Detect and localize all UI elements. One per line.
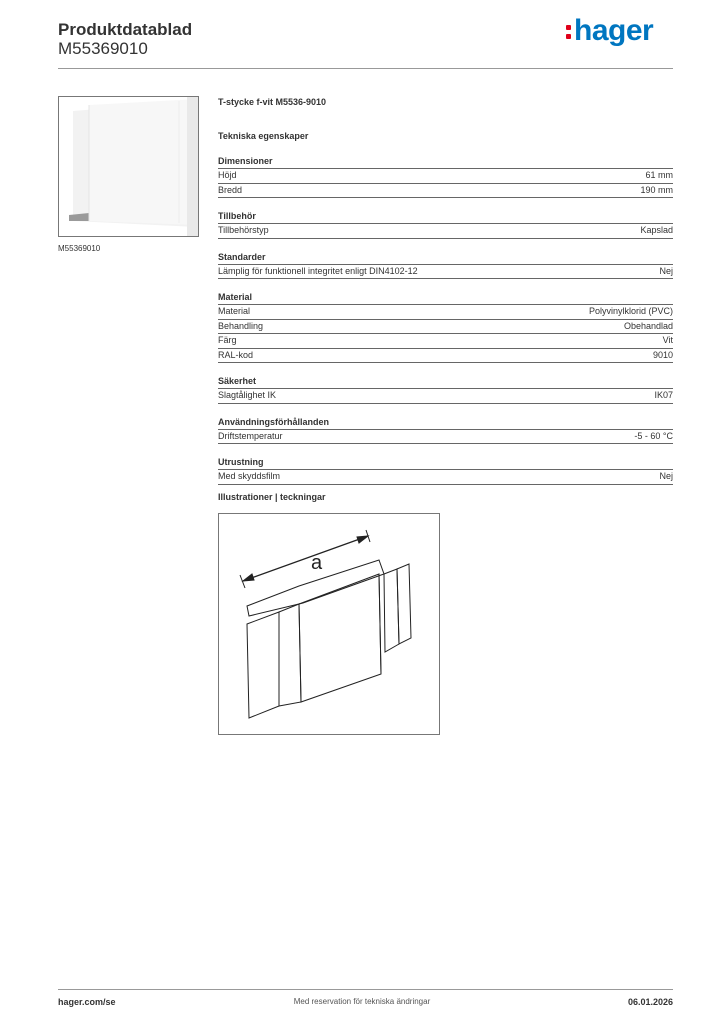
spec-section (218, 456, 673, 485)
spec-row (218, 184, 673, 199)
spec-row (218, 349, 673, 364)
product-photo (58, 96, 199, 237)
spec-row (218, 169, 673, 184)
spec-label: Tillbehörstyp (218, 225, 269, 235)
hager-logo (566, 14, 653, 48)
spec-section-title: Material (218, 291, 673, 305)
document-subtitle: M55369010 (58, 39, 148, 58)
logo-dots-icon (566, 20, 572, 42)
spec-value: -5 - 60 °C (634, 430, 673, 441)
spec-label: Behandling (218, 320, 264, 331)
spec-section (218, 210, 673, 239)
header-divider (58, 68, 673, 69)
spec-value: 61 mm (645, 170, 673, 180)
spec-label: Driftstemperatur (218, 430, 283, 441)
spec-section (218, 251, 673, 280)
spec-row (218, 320, 673, 335)
technical-properties-heading: Tekniska egenskaper (218, 131, 309, 141)
spec-section (218, 416, 673, 445)
logo-text: hager (574, 14, 654, 47)
spec-section-title: Dimensioner (218, 155, 673, 169)
spec-row (218, 430, 673, 445)
spec-section-title: Tillbehör (218, 210, 673, 224)
specifications-table (218, 155, 673, 497)
spec-label: Färg (218, 335, 237, 345)
spec-section-title: Säkerhet (218, 375, 673, 389)
spec-section-title: Utrustning (218, 456, 673, 470)
spec-row (218, 265, 673, 280)
spec-value: 9010 (652, 349, 673, 360)
document-title: Produktdatablad (58, 20, 193, 39)
spec-value: Nej (659, 265, 673, 276)
spec-row (218, 224, 673, 239)
photo-caption: M55369010 (58, 244, 101, 253)
technical-drawing (218, 513, 440, 735)
footer-divider (58, 989, 673, 990)
dimension-label: a (311, 552, 323, 574)
footer-disclaimer: Med reservation för tekniska ändringar (293, 997, 431, 1006)
spec-section (218, 155, 673, 198)
spec-value: IK07 (654, 390, 673, 400)
footer-website-link[interactable]: hager.com/se (58, 997, 116, 1007)
spec-row (218, 389, 673, 404)
spec-label: Material (218, 306, 251, 316)
spec-section (218, 291, 673, 363)
spec-label: Lämplig för funktionell integritet enligt DIN4102-12 (218, 265, 418, 276)
spec-label: Med skyddsfilm (218, 471, 281, 481)
spec-row (218, 305, 673, 320)
footer-date: 06.01.2026 (627, 997, 673, 1007)
spec-label: RAL-kod (218, 349, 254, 360)
spec-value: Polyvinylklorid (PVC) (588, 306, 673, 316)
spec-section-title: Användningsförhållanden (218, 416, 673, 430)
t-piece-drawing-icon (219, 514, 439, 734)
spec-label: Bredd (218, 184, 243, 195)
spec-label: Höjd (218, 170, 237, 180)
spec-label: Slagtålighet IK (218, 390, 277, 400)
spec-value: Kapslad (640, 225, 673, 235)
product-name: T-stycke f-vit M5536-9010 (218, 97, 327, 107)
spec-value: 190 mm (640, 184, 673, 195)
t-piece-photo-icon (59, 97, 198, 236)
spec-section (218, 375, 673, 404)
spec-value: Nej (659, 471, 673, 481)
spec-value: Obehandlad (623, 320, 673, 331)
illustrations-heading: Illustrationer | teckningar (218, 492, 326, 502)
spec-section-title: Standarder (218, 251, 673, 265)
spec-row (218, 470, 673, 485)
spec-value: Vit (662, 335, 673, 345)
spec-row (218, 334, 673, 349)
